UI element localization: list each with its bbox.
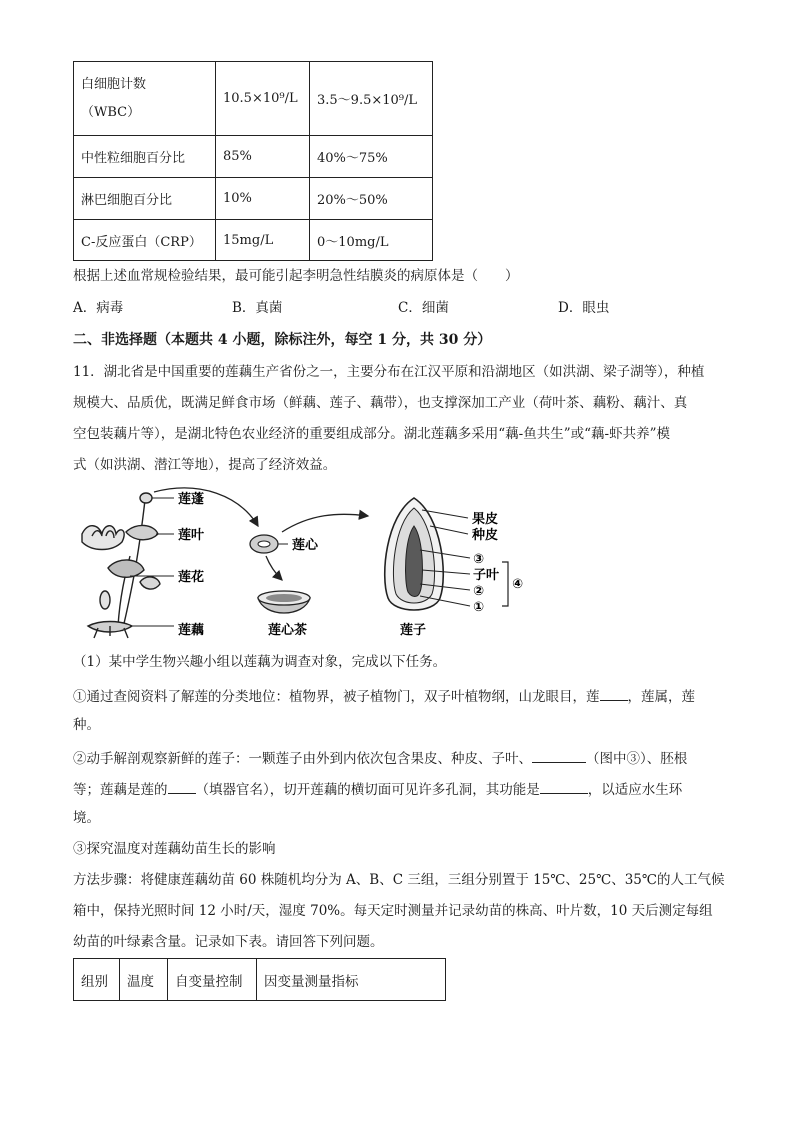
table-cell: 85%: [216, 136, 310, 178]
task2-text: ②动手解剖观察新鲜的莲子：一颗莲子由外到内依次包含果皮、种皮、子叶、: [73, 751, 532, 767]
task1-line: [73, 688, 695, 705]
table-row: [74, 136, 433, 178]
lotus-seed-section-icon: [385, 498, 444, 610]
blood-test-table: [73, 61, 433, 261]
label-lianou: 莲藕: [178, 623, 205, 638]
row-label: 白细胞计数: [81, 76, 147, 92]
table-cell: 10.5×10⁹/L: [216, 62, 310, 136]
label-lianxincha: 莲心茶: [268, 623, 308, 638]
label-lianhua: 莲花: [178, 570, 205, 585]
marker-3: ③: [473, 552, 485, 567]
table-row: [74, 178, 433, 220]
table-cell: 中性粒细胞百分比: [74, 136, 216, 178]
q10-option-a[interactable]: A．病毒: [73, 300, 124, 316]
method-line: 方法步骤：将健康莲藕幼苗 60 株随机均分为 A、B、C 三组，三组分别置于 15℃、25℃、35℃的人工气候: [73, 872, 725, 888]
answer-blank[interactable]: [600, 688, 628, 701]
lotus-plant-icon: [82, 493, 160, 638]
sub1-intro: （1）某中学生物兴趣小组以莲藕为调查对象，完成以下任务。: [73, 654, 447, 670]
q11-line: 规模大、品质优，既满足鲜食市场（鲜藕、莲子、藕带），也支撑深加工产业（荷叶茶、藕粉、藕汁、真: [73, 395, 688, 411]
table-row: [74, 62, 433, 136]
table-row: [74, 220, 433, 261]
label-lianye: 莲叶: [178, 528, 205, 543]
q10-option-d[interactable]: D．眼虫: [558, 300, 610, 316]
marker-2: ②: [473, 584, 485, 599]
method-line: 幼苗的叶绿素含量。记录如下表。请回答下列问题。: [73, 934, 384, 950]
table-cell: 淋巴细胞百分比: [74, 178, 216, 220]
table-cell: 10%: [216, 178, 310, 220]
header-cell: 自变量控制: [168, 959, 257, 1001]
task2-end: 境。: [73, 810, 100, 826]
table-cell: 15mg/L: [216, 220, 310, 261]
table-cell: [74, 62, 216, 136]
table-cell: 40%～75%: [310, 136, 433, 178]
label-lianzi: 莲子: [400, 623, 427, 638]
method-line: 箱中，保持光照时间 12 小时/天，湿度 70%。每天定时测量并记录幼苗的株高、叶片数，10 天后测定每组: [73, 903, 713, 919]
q11-line: 空包装藕片等），是湖北特色农业经济的重要组成部分。湖北莲藕多采用“藕-鱼共生”或“藕-虾共养”模: [73, 426, 670, 442]
lotus-figure: [70, 486, 530, 646]
marker-1: ①: [473, 600, 485, 615]
answer-blank[interactable]: [168, 781, 196, 794]
task2-line: [73, 750, 687, 767]
task1-end: 种。: [73, 717, 100, 733]
row-label-unit: （WBC）: [81, 104, 141, 120]
answer-blank[interactable]: [532, 750, 586, 763]
task2-text: 等；莲藕是莲的: [73, 782, 168, 798]
task2-line: [73, 781, 682, 798]
marker-4: ④: [512, 577, 524, 592]
lotus-tea-icon: [258, 591, 310, 613]
lotus-heart-icon: [250, 535, 278, 553]
table-cell: 20%～50%: [310, 178, 433, 220]
table-cell: 0～10mg/L: [310, 220, 433, 261]
q10-option-b[interactable]: B．真菌: [232, 300, 283, 316]
task2-text: （图中③）、胚根: [586, 751, 688, 767]
label-ziye: 子叶: [473, 568, 500, 583]
q11-line: 11．湖北省是中国重要的莲藕生产省份之一，主要分布在江汉平原和沿湖地区（如洪湖、梁子湖等），种植: [73, 364, 705, 380]
task2-text: （填器官名），切开莲藕的横切面可见许多孔洞，其功能是: [195, 782, 540, 798]
table-cell: 3.5～9.5×10⁹/L: [310, 62, 433, 136]
section-heading: 二、非选择题（本题共 4 小题，除标注外，每空 1 分，共 30 分）: [73, 332, 492, 348]
header-cell: 温度: [120, 959, 168, 1001]
header-cell: 组别: [74, 959, 120, 1001]
task3-title: ③探究温度对莲藕幼苗生长的影响: [73, 841, 276, 857]
task2-text: ，以适应水生环: [587, 782, 683, 798]
label-lianpeng: 莲蓬: [178, 492, 205, 507]
label-zhongpi: 种皮: [472, 528, 499, 543]
task1-text: ，莲属，莲: [627, 689, 695, 705]
label-guopi: 果皮: [472, 512, 499, 527]
label-lianxin: 莲心: [292, 538, 319, 553]
task1-text: ①通过查阅资料了解莲的分类地位：植物界，被子植物门，双子叶植物纲，山龙眼目，莲: [73, 689, 600, 705]
answer-blank[interactable]: [540, 781, 588, 794]
table-header-row: [74, 959, 446, 1001]
experiment-table: [73, 958, 446, 1001]
q10-stem: 根据上述血常规检验结果，最可能引起李明急性结膜炎的病原体是（ ）: [73, 268, 519, 284]
table-cell: C-反应蛋白（CRP）: [74, 220, 216, 261]
q10-option-c[interactable]: C．细菌: [398, 300, 449, 316]
q11-line: 式（如洪湖、潜江等地），提高了经济效益。: [73, 457, 337, 473]
header-cell: 因变量测量指标: [257, 959, 446, 1001]
